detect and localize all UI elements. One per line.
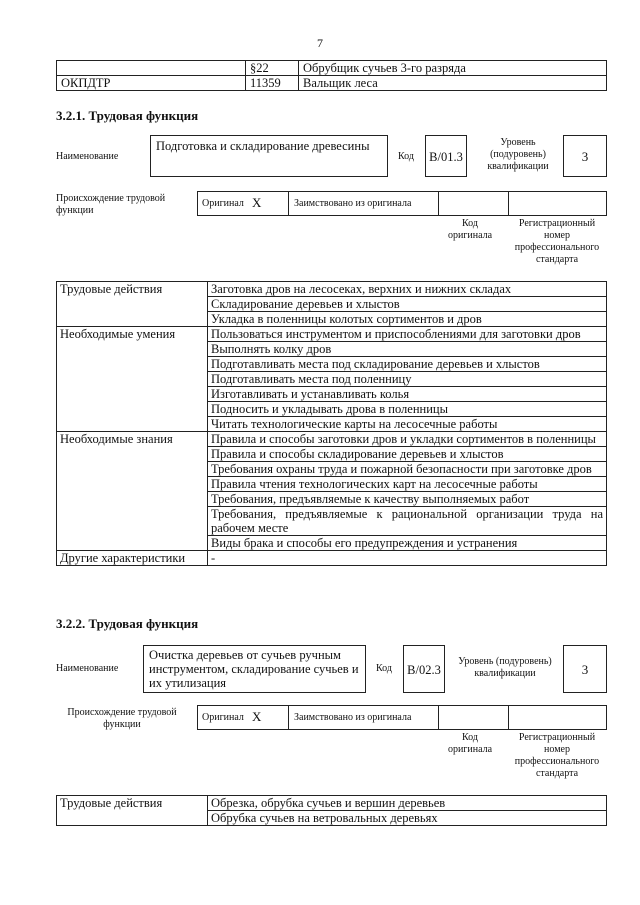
list-item: Обрезка, обрубка сучьев и вершин деревьев — [208, 796, 607, 811]
code-label: Код — [376, 663, 392, 674]
section-label: Другие характеристики — [57, 551, 208, 566]
list-item: - — [208, 551, 607, 566]
section-heading: 3.2.2. Трудовая функция — [56, 616, 199, 631]
table-row — [57, 76, 607, 91]
list-item: Складирование деревьев и хлыстов — [208, 297, 607, 312]
list-item: Правила и способы складирование деревьев и хлыстов — [208, 447, 607, 462]
function-name: Подготовка и складирование древесины — [150, 135, 388, 177]
name-label: Наименование — [56, 151, 119, 162]
function-table — [56, 795, 607, 826]
list-item: Читать технологические карты на лесосечные работы — [208, 417, 607, 432]
list-item: Заготовка дров на лесосеках, верхних и нижних складах — [208, 282, 607, 297]
list-item: Пользоваться инструментом и приспособлениями для заготовки дров — [208, 327, 607, 342]
okz-code-type: ОКПДТР — [57, 76, 246, 91]
okz-name: Вальщик леса — [299, 76, 607, 91]
list-item: Подготавливать места под поленницу — [208, 372, 607, 387]
borrowed-label: Заимствовано из оригинала — [294, 712, 412, 723]
section-label: Необходимые знания — [57, 432, 208, 447]
function-name: Очистка деревьев от сучьев ручным инструментом, складирование сучьев и их утилизация — [143, 645, 366, 693]
okz-name: Обрубщик сучьев 3-го разряда — [299, 61, 607, 76]
section-label: Трудовые действия — [57, 796, 208, 811]
list-item: Виды брака и способы его предупреждения и устранения — [208, 536, 607, 551]
table-row — [57, 61, 607, 76]
list-item: Требования, предъявляемые к рациональной организации труда на рабочем месте — [208, 507, 607, 536]
list-item: Обрубка сучьев на ветровальных деревьях — [208, 811, 607, 826]
level-label: Уровень (подуровень) квалификации — [458, 656, 552, 679]
original-mark: X — [252, 709, 262, 724]
list-item: Подготавливать места под складирование деревьев и хлыстов — [208, 357, 607, 372]
list-item: Укладка в поленницы колотых сортиментов и дров — [208, 312, 607, 327]
origin-box — [197, 705, 607, 730]
list-item: Правила чтения технологических карт на лесосечные работы — [208, 477, 607, 492]
orig-code-caption: Код оригинала — [447, 732, 493, 755]
orig-code-caption: Код оригинала — [447, 218, 493, 241]
borrowed-label: Заимствовано из оригинала — [294, 198, 412, 209]
original-label: Оригинал — [202, 712, 244, 723]
list-item: Выполнять колку дров — [208, 342, 607, 357]
name-label: Наименование — [56, 663, 119, 674]
list-item: Подносить и укладывать дрова в поленницы — [208, 402, 607, 417]
section-heading: 3.2.1. Трудовая функция — [56, 108, 199, 123]
page-number: 7 — [317, 36, 323, 50]
level-label: Уровень (подуровень) квалификации — [487, 137, 549, 172]
list-item: Правила и способы заготовки дров и укладки сортиментов в поленницы — [208, 432, 607, 447]
okz-code: 11359 — [246, 76, 299, 91]
reg-number-caption: Регистрационный номер профессионального стандарта — [514, 218, 600, 265]
origin-box — [197, 191, 607, 216]
section-label: Необходимые умения — [57, 327, 208, 342]
original-label: Оригинал — [202, 198, 244, 209]
level-value: 3 — [563, 645, 607, 693]
origin-label: Происхождение трудовой функции — [67, 707, 177, 730]
origin-label: Происхождение трудовой функции — [56, 193, 166, 216]
function-code: B/02.3 — [403, 645, 445, 693]
okz-code: §22 — [246, 61, 299, 76]
list-item: Требования, предъявляемые к качеству выполняемых работ — [208, 492, 607, 507]
section-label: Трудовые действия — [57, 282, 208, 297]
reg-number-caption: Регистрационный номер профессионального стандарта — [514, 732, 600, 779]
original-mark: X — [252, 195, 262, 210]
list-item: Изготавливать и устанавливать колья — [208, 387, 607, 402]
list-item: Требования охраны труда и пожарной безопасности при заготовке дров — [208, 462, 607, 477]
okz-table — [56, 60, 607, 91]
okz-code-type — [57, 61, 246, 76]
function-table — [56, 281, 607, 566]
function-code: B/01.3 — [425, 135, 467, 177]
code-label: Код — [398, 151, 414, 162]
level-value: 3 — [563, 135, 607, 177]
